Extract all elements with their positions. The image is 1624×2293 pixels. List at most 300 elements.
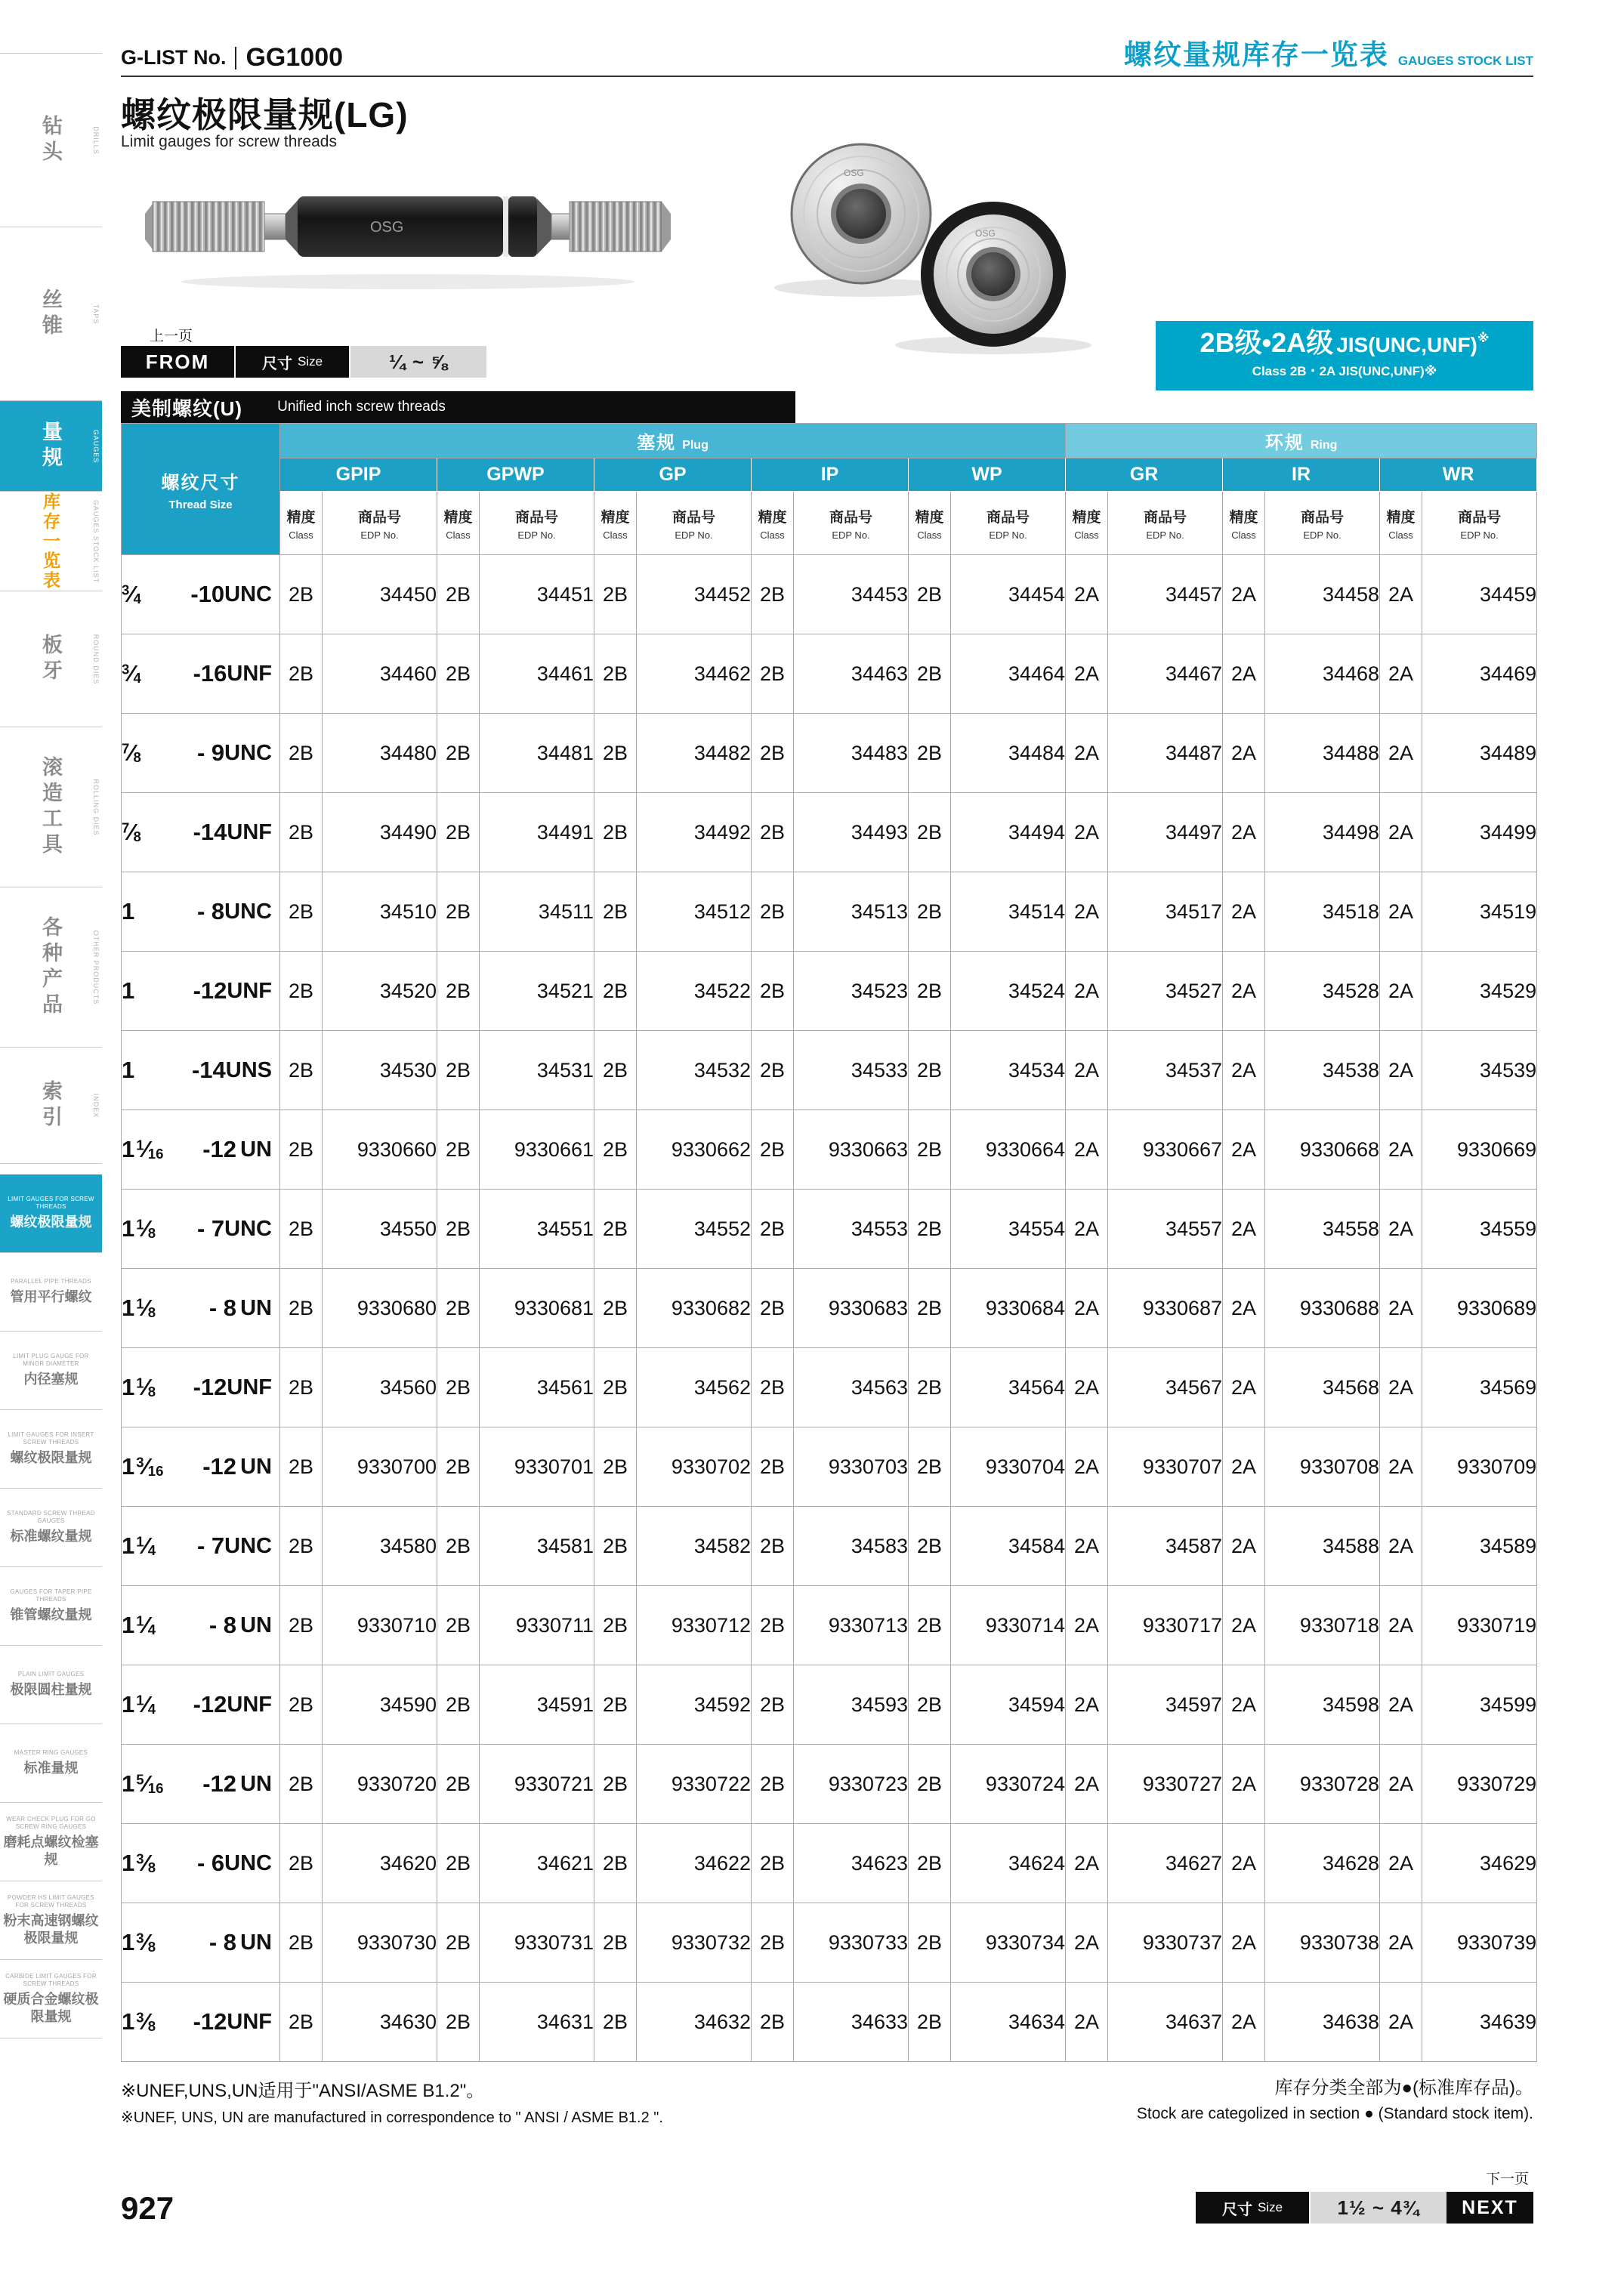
edp-cell: 34623 — [794, 1824, 909, 1903]
class-cell: 2B — [280, 1983, 323, 2062]
edp-cell: 34518 — [1265, 872, 1380, 952]
edp-cell: 34460 — [323, 634, 437, 714]
footnote-right-cn: 库存分类全部为●(标准库存品)。 — [1274, 2078, 1533, 2098]
sidebar-item-sublabel: GAUGES FOR TAPER PIPE THREADS — [10, 1588, 92, 1603]
edp-cell: 34529 — [1422, 952, 1537, 1031]
sidebar-item-sublabel: INDEX — [92, 1093, 100, 1118]
sidebar-item-label: 各种产品 — [39, 915, 62, 1019]
next-size-value: 1½ ~ 4¾ — [1311, 2192, 1446, 2224]
edp-subheader: 商品号 EDP No. — [323, 492, 437, 555]
edp-cell: 34512 — [637, 872, 752, 952]
thread-size-cell: 1 $^5⁄_{16}$ -12 UN — [122, 1745, 280, 1824]
page-title-en: GAUGES STOCK LIST — [1397, 54, 1533, 68]
table-row — [122, 1586, 1537, 1665]
edp-cell: 34483 — [794, 714, 909, 793]
edp-cell: 9330687 — [1108, 1269, 1223, 1348]
from-button[interactable]: FROM — [121, 346, 234, 378]
edp-cell: 34629 — [1422, 1824, 1537, 1903]
from-nav — [121, 346, 486, 378]
table-row — [122, 793, 1537, 872]
class-cell: 2A — [1066, 1427, 1108, 1507]
glist-label: G-LIST No. — [121, 46, 227, 69]
section-title: 螺纹极限量规(LG) — [121, 95, 409, 134]
edp-cell: 34568 — [1265, 1348, 1380, 1427]
class-cell: 2B — [437, 714, 480, 793]
table-row — [122, 1983, 1537, 2062]
sidebar-item-label: 锥管螺纹量规 — [10, 1607, 92, 1623]
class-cell: 2A — [1380, 952, 1422, 1031]
table-row — [122, 1427, 1537, 1507]
class-cell: 2B — [594, 1507, 637, 1586]
sidebar-item-label: 粉末高速钢螺纹极限量规 — [3, 1913, 99, 1946]
sidebar-item-label: 库存一览表 — [41, 492, 60, 591]
edp-cell: 9330718 — [1265, 1586, 1380, 1665]
sidebar-item-sublabel: STANDARD SCREW THREAD GAUGES — [7, 1510, 95, 1525]
class-cell: 2B — [752, 1903, 794, 1983]
next-button[interactable]: NEXT — [1446, 2192, 1533, 2224]
sidebar-item-limit-gauges-insert-screw-threads[interactable] — [0, 1410, 102, 1489]
class-cell: 2A — [1066, 1903, 1108, 1983]
class-cell: 2A — [1380, 1983, 1422, 2062]
sidebar-item-gauges-taper-pipe-threads[interactable] — [0, 1567, 102, 1646]
edp-cell: 34527 — [1108, 952, 1223, 1031]
class-cell: 2B — [752, 1427, 794, 1507]
edp-cell: 9330700 — [323, 1427, 437, 1507]
thread-size-cell: $^7⁄_8$ - 9 UNC — [122, 714, 280, 793]
class-cell: 2A — [1223, 952, 1265, 1031]
class-cell: 2B — [752, 555, 794, 634]
edp-cell: 34531 — [480, 1031, 594, 1110]
table-row — [122, 1824, 1537, 1903]
edp-cell: 34592 — [637, 1665, 752, 1745]
class-cell: 2A — [1380, 1507, 1422, 1586]
thread-size-cell: 1 $^3⁄_{16}$ -12 UN — [122, 1427, 280, 1507]
thread-standard-en: Unified inch screw threads — [277, 399, 446, 415]
class-cell: 2B — [594, 1110, 637, 1190]
edp-cell: 34639 — [1422, 1983, 1537, 2062]
edp-cell: 34517 — [1108, 872, 1223, 952]
sidebar-item-label: 板牙 — [39, 633, 62, 685]
sidebar-item-limit-gauges-screw-threads[interactable] — [0, 1174, 102, 1253]
class-subheader: 精度 Class — [280, 492, 323, 555]
class-cell: 2B — [280, 555, 323, 634]
gauge-stock-table — [121, 423, 1537, 2062]
edp-cell: 9330737 — [1108, 1903, 1223, 1983]
sidebar-item-label: 丝锥 — [39, 288, 62, 340]
edp-cell: 34468 — [1265, 634, 1380, 714]
class-cell: 2A — [1066, 1348, 1108, 1427]
sidebar-item-wear-check-plug[interactable] — [0, 1803, 102, 1881]
edp-cell: 9330712 — [637, 1586, 752, 1665]
class-cell: 2B — [752, 1348, 794, 1427]
sidebar-item-label: 极限圆柱量规 — [10, 1682, 92, 1698]
column-header-gpip: GPIP — [280, 458, 437, 492]
thread-size-cell: 1 $^1⁄_8$ -12 UNF — [122, 1348, 280, 1427]
class-cell: 2B — [594, 634, 637, 714]
sidebar-item-sublabel: MASTER RING GAUGES — [14, 1749, 88, 1757]
class-cell: 2B — [909, 1348, 951, 1427]
sidebar-item-powder-hss-limit-gauges[interactable] — [0, 1881, 102, 1960]
column-header-gr: GR — [1066, 458, 1223, 492]
table-row — [122, 634, 1537, 714]
class-cell: 2B — [752, 1824, 794, 1903]
class-cell: 2A — [1223, 1269, 1265, 1348]
edp-cell: 9330733 — [794, 1903, 909, 1983]
edp-cell: 34583 — [794, 1507, 909, 1586]
footnote-left-cn: ※UNEF,UNS,UN适用于"ANSI/ASME B1.2"。 — [121, 2081, 485, 2101]
class-cell: 2A — [1066, 1507, 1108, 1586]
edp-cell: 9330707 — [1108, 1427, 1223, 1507]
edp-cell: 9330731 — [480, 1903, 594, 1983]
table-row — [122, 555, 1537, 634]
edp-cell: 9330701 — [480, 1427, 594, 1507]
edp-cell: 9330667 — [1108, 1110, 1223, 1190]
sidebar-item-sublabel: PARALLEL PIPE THREADS — [11, 1278, 91, 1285]
sidebar-item-round-dies[interactable] — [0, 591, 102, 727]
edp-cell: 34488 — [1265, 714, 1380, 793]
class-cell: 2B — [594, 1665, 637, 1745]
sidebar-item-label: 螺纹极限量规 — [10, 1214, 92, 1230]
class-cell: 2A — [1066, 1983, 1108, 2062]
class-cell: 2B — [280, 1507, 323, 1586]
edp-cell: 34633 — [794, 1983, 909, 2062]
edp-cell: 34557 — [1108, 1190, 1223, 1269]
class-cell: 2A — [1380, 872, 1422, 952]
thread-size-cell: 1 $^3⁄_8$ -12 UNF — [122, 1983, 280, 2062]
main-content — [102, 0, 1624, 2293]
class-cell: 2B — [752, 1031, 794, 1110]
edp-cell: 34489 — [1422, 714, 1537, 793]
class-cell: 2B — [594, 1190, 637, 1269]
sidebar-item-sublabel: LIMIT GAUGES FOR SCREW THREADS — [8, 1196, 94, 1211]
class-cell: 2A — [1066, 1110, 1108, 1190]
footnote-right-en: Stock are categolized in section ● (Standard stock item). — [1136, 2105, 1533, 2122]
sidebar-item-label: 量规 — [39, 420, 62, 472]
thread-size-cell: 1 $^3⁄_8$ - 6 UNC — [122, 1824, 280, 1903]
class-cell: 2A — [1223, 1031, 1265, 1110]
edp-cell: 34563 — [794, 1348, 909, 1427]
edp-cell: 34560 — [323, 1348, 437, 1427]
edp-cell: 9330721 — [480, 1745, 594, 1824]
sidebar-item-sublabel: PLAIN LIMIT GAUGES — [17, 1671, 85, 1678]
edp-cell: 34632 — [637, 1983, 752, 2062]
class-cell: 2B — [594, 1824, 637, 1903]
class-cell: 2B — [909, 1983, 951, 2062]
class-cell: 2B — [909, 1903, 951, 1983]
class-cell: 2A — [1223, 1586, 1265, 1665]
sidebar-item-standard-screw-thread-gauges[interactable] — [0, 1489, 102, 1567]
class-cell: 2B — [594, 1983, 637, 2062]
edp-cell: 34497 — [1108, 793, 1223, 872]
class-cell: 2A — [1066, 1190, 1108, 1269]
class-subheader: 精度 Class — [1380, 492, 1422, 555]
edp-cell: 34598 — [1265, 1665, 1380, 1745]
edp-cell: 34520 — [323, 952, 437, 1031]
edp-cell: 34582 — [637, 1507, 752, 1586]
edp-cell: 34587 — [1108, 1507, 1223, 1586]
edp-cell: 34469 — [1422, 634, 1537, 714]
edp-cell: 34552 — [637, 1190, 752, 1269]
class-cell: 2B — [909, 634, 951, 714]
section-subtitle: Limit gauges for screw threads — [121, 133, 337, 150]
edp-subheader: 商品号 EDP No. — [637, 492, 752, 555]
edp-cell: 9330660 — [323, 1110, 437, 1190]
table-row — [122, 714, 1537, 793]
class-cell: 2A — [1066, 793, 1108, 872]
edp-cell: 34590 — [323, 1665, 437, 1745]
class-cell: 2B — [594, 714, 637, 793]
edp-cell: 34624 — [951, 1824, 1066, 1903]
class-cell: 2A — [1066, 872, 1108, 952]
class-cell: 2B — [909, 1031, 951, 1110]
edp-cell: 34522 — [637, 952, 752, 1031]
prev-page-label: 上一页 — [150, 329, 193, 344]
table-row — [122, 1903, 1537, 1983]
edp-subheader: 商品号 EDP No. — [794, 492, 909, 555]
edp-cell: 34462 — [637, 634, 752, 714]
class-cell: 2A — [1380, 1427, 1422, 1507]
class-cell: 2B — [594, 1031, 637, 1110]
class-cell: 2A — [1066, 1269, 1108, 1348]
sidebar-item-label: 磨耗点螺纹检塞规 — [3, 1835, 99, 1867]
class-cell: 2A — [1223, 1903, 1265, 1983]
edp-cell: 34464 — [951, 634, 1066, 714]
table-row — [122, 1665, 1537, 1745]
sidebar-item-label: 标准螺纹量规 — [10, 1529, 92, 1545]
class-cell: 2B — [437, 634, 480, 714]
edp-cell: 34539 — [1422, 1031, 1537, 1110]
sidebar-item-rolling-dies[interactable] — [0, 727, 102, 887]
table-row — [122, 1507, 1537, 1586]
next-nav — [1196, 2168, 1533, 2224]
edp-cell: 34591 — [480, 1665, 594, 1745]
edp-cell: 34620 — [323, 1824, 437, 1903]
class-cell: 2B — [437, 1427, 480, 1507]
edp-cell: 9330684 — [951, 1269, 1066, 1348]
edp-cell: 9330682 — [637, 1269, 752, 1348]
plug-section-header: 塞规 Plug — [280, 424, 1066, 458]
edp-cell: 34530 — [323, 1031, 437, 1110]
class-cell: 2B — [752, 793, 794, 872]
edp-cell: 34638 — [1265, 1983, 1380, 2062]
edp-cell: 9330704 — [951, 1427, 1066, 1507]
edp-cell: 34561 — [480, 1348, 594, 1427]
class-cell: 2B — [280, 1190, 323, 1269]
edp-cell: 9330702 — [637, 1427, 752, 1507]
class-cell: 2B — [437, 1507, 480, 1586]
next-size-label: 尺寸 Size — [1196, 2192, 1309, 2224]
class-cell: 2A — [1380, 1745, 1422, 1824]
class-cell: 2B — [594, 1427, 637, 1507]
table-row — [122, 1269, 1537, 1348]
class-cell: 2B — [594, 872, 637, 952]
class-cell: 2B — [280, 1824, 323, 1903]
edp-cell: 9330730 — [323, 1903, 437, 1983]
class-cell: 2A — [1223, 1427, 1265, 1507]
class-subheader: 精度 Class — [594, 492, 637, 555]
sidebar-item-sublabel: LIMIT GAUGES FOR INSERT SCREW THREADS — [8, 1431, 94, 1446]
edp-cell: 34480 — [323, 714, 437, 793]
class-cell: 2B — [437, 1745, 480, 1824]
class-cell: 2B — [752, 952, 794, 1031]
class-cell: 2B — [909, 1824, 951, 1903]
edp-cell: 34537 — [1108, 1031, 1223, 1110]
class-cell: 2A — [1066, 1665, 1108, 1745]
page-title — [1124, 32, 1533, 73]
edp-cell: 9330709 — [1422, 1427, 1537, 1507]
thread-size-cell: 1 - 8 UNC — [122, 872, 280, 952]
class-cell: 2B — [909, 1190, 951, 1269]
edp-cell: 9330710 — [323, 1586, 437, 1665]
class-cell: 2B — [594, 1269, 637, 1348]
edp-subheader: 商品号 EDP No. — [1265, 492, 1380, 555]
class-cell: 2B — [437, 1190, 480, 1269]
sidebar-item-sublabel: ROUND DIES — [92, 634, 100, 684]
sidebar-item-label: 螺纹极限量规 — [10, 1450, 92, 1466]
class-cell: 2B — [909, 714, 951, 793]
class-cell: 2B — [909, 1507, 951, 1586]
edp-cell: 34567 — [1108, 1348, 1223, 1427]
sidebar-item-sublabel: LIMIT PLUG GAUGE FOR MINOR DIAMETER — [13, 1353, 89, 1368]
edp-cell: 34528 — [1265, 952, 1380, 1031]
class-cell: 2B — [280, 952, 323, 1031]
class-cell: 2A — [1066, 952, 1108, 1031]
thread-size-cell: $^3⁄_4$ -16 UNF — [122, 634, 280, 714]
edp-cell: 9330663 — [794, 1110, 909, 1190]
edp-cell: 34637 — [1108, 1983, 1223, 2062]
class-cell: 2B — [280, 1269, 323, 1348]
class-cell: 2B — [437, 555, 480, 634]
edp-cell: 9330723 — [794, 1745, 909, 1824]
sidebar-item-sublabel: CARBIDE LIMIT GAUGES FOR SCREW THREADS — [5, 1973, 97, 1987]
edp-cell: 9330738 — [1265, 1903, 1380, 1983]
class-cell: 2B — [280, 793, 323, 872]
class-cell: 2B — [437, 952, 480, 1031]
edp-cell: 34562 — [637, 1348, 752, 1427]
class-cell: 2B — [594, 793, 637, 872]
edp-cell: 34524 — [951, 952, 1066, 1031]
edp-cell: 34510 — [323, 872, 437, 952]
footnote-left-en: ※UNEF, UNS, UN are manufactured in correspondence to " ANSI / ASME B1.2 ". — [121, 2109, 663, 2126]
class-cell: 2B — [594, 1903, 637, 1983]
thread-standard-bar — [121, 391, 795, 423]
ring-gauge-photo — [744, 140, 1122, 355]
sidebar-item-label: 标准量规 — [23, 1761, 79, 1776]
edp-subheader: 商品号 EDP No. — [1422, 492, 1537, 555]
sidebar-item-master-ring-gauges[interactable] — [0, 1724, 102, 1803]
sidebar-item-other-products[interactable] — [0, 887, 102, 1048]
class-spec-line1: 2B级•2A级 JIS(UNC,UNF)※ — [1199, 327, 1490, 358]
class-cell: 2B — [752, 1665, 794, 1745]
sidebar-item-index[interactable] — [0, 1048, 102, 1164]
class-cell: 2B — [594, 555, 637, 634]
edp-cell: 9330683 — [794, 1269, 909, 1348]
edp-cell: 9330681 — [480, 1269, 594, 1348]
class-cell: 2B — [594, 952, 637, 1031]
class-cell: 2B — [437, 1031, 480, 1110]
sidebar-item-carbide-limit-gauges[interactable] — [0, 1960, 102, 2038]
table-row — [122, 872, 1537, 952]
edp-subheader: 商品号 EDP No. — [480, 492, 594, 555]
sidebar-item-taps[interactable] — [0, 227, 102, 401]
edp-cell: 34581 — [480, 1507, 594, 1586]
edp-cell: 9330669 — [1422, 1110, 1537, 1190]
class-cell: 2B — [437, 1903, 480, 1983]
class-cell: 2A — [1380, 793, 1422, 872]
edp-cell: 34634 — [951, 1983, 1066, 2062]
class-cell: 2B — [280, 1348, 323, 1427]
class-cell: 2B — [280, 1586, 323, 1665]
class-cell: 2B — [909, 1269, 951, 1348]
edp-cell: 34482 — [637, 714, 752, 793]
class-cell: 2B — [437, 1983, 480, 2062]
edp-cell: 34580 — [323, 1507, 437, 1586]
column-header-ir: IR — [1223, 458, 1380, 492]
sidebar-item-label: 管用平行螺纹 — [10, 1289, 92, 1305]
class-cell: 2A — [1380, 1586, 1422, 1665]
edp-cell: 34550 — [323, 1190, 437, 1269]
edp-cell: 34538 — [1265, 1031, 1380, 1110]
class-cell: 2A — [1066, 1031, 1108, 1110]
sidebar-item-label: 钻头 — [39, 114, 62, 166]
thread-standard-cn: 美制螺纹(U) — [131, 397, 243, 420]
sidebar-item-drills[interactable] — [0, 54, 102, 227]
edp-cell: 34463 — [794, 634, 909, 714]
class-cell: 2A — [1380, 714, 1422, 793]
edp-cell: 34457 — [1108, 555, 1223, 634]
class-cell: 2B — [909, 1745, 951, 1824]
class-cell: 2A — [1223, 1348, 1265, 1427]
class-cell: 2B — [437, 1824, 480, 1903]
thread-size-cell: 1 $^1⁄_4$ - 7 UNC — [122, 1507, 280, 1586]
class-subheader: 精度 Class — [909, 492, 951, 555]
edp-cell: 34487 — [1108, 714, 1223, 793]
edp-cell: 9330717 — [1108, 1586, 1223, 1665]
from-size-label: 尺寸 Size — [236, 346, 349, 378]
class-cell: 2A — [1066, 714, 1108, 793]
class-cell: 2B — [280, 1110, 323, 1190]
edp-cell: 34493 — [794, 793, 909, 872]
edp-cell: 34499 — [1422, 793, 1537, 872]
sidebar-item-gauges-stock-list[interactable] — [0, 492, 102, 591]
sidebar-item-sublabel: ROLLING DIES — [92, 778, 100, 836]
sidebar-item-plain-limit-gauges[interactable] — [0, 1646, 102, 1724]
edp-cell: 9330688 — [1265, 1269, 1380, 1348]
edp-cell: 34622 — [637, 1824, 752, 1903]
edp-cell: 34498 — [1265, 793, 1380, 872]
sidebar-item-gauges[interactable] — [0, 401, 102, 492]
sidebar-item-limit-plug-minor-diameter[interactable] — [0, 1332, 102, 1410]
class-cell: 2B — [909, 1427, 951, 1507]
class-cell: 2A — [1380, 1348, 1422, 1427]
edp-cell: 9330668 — [1265, 1110, 1380, 1190]
class-cell: 2B — [752, 1190, 794, 1269]
edp-cell: 34481 — [480, 714, 594, 793]
class-cell: 2A — [1223, 793, 1265, 872]
class-cell: 2B — [280, 872, 323, 952]
class-cell: 2B — [752, 1745, 794, 1824]
class-subheader: 精度 Class — [1223, 492, 1265, 555]
class-cell: 2B — [752, 714, 794, 793]
sidebar-item-sublabel: GAUGES — [92, 429, 100, 463]
class-cell: 2B — [752, 1507, 794, 1586]
sidebar-item-parallel-pipe-threads[interactable] — [0, 1253, 102, 1332]
footnote-right — [1137, 2072, 1533, 2123]
edp-cell: 34459 — [1422, 555, 1537, 634]
edp-cell: 34553 — [794, 1190, 909, 1269]
class-cell: 2B — [437, 1586, 480, 1665]
thread-size-cell: 1 $^1⁄_4$ - 8 UN — [122, 1586, 280, 1665]
